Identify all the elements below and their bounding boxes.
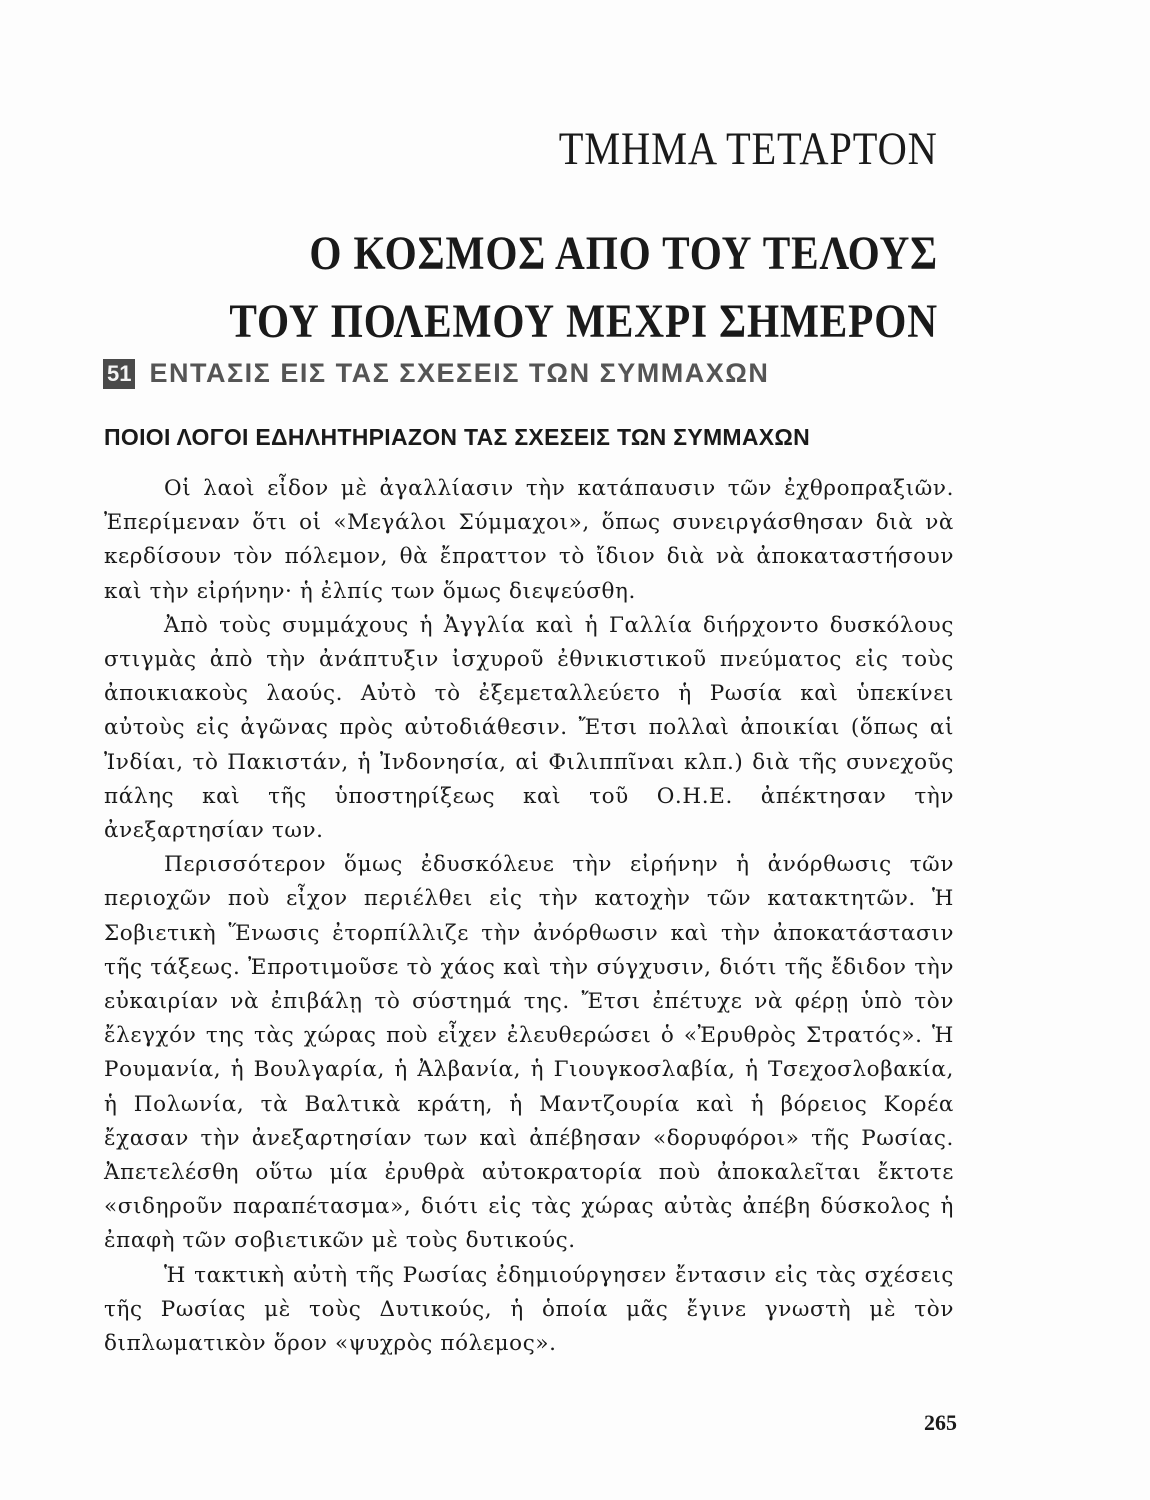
paragraph: Ἡ τακτικὴ αὐτὴ τῆς Ρωσίας ἐδημιούργησεν ἔντασιν εἰς τὰς σχέσεις τῆς Ρωσίας μὲ τοὺς Δυτικούς, ἡ ὁποία μᾶς ἔγινε γνωστὴ μὲ τὸν διπλωματικὸν ὅρον «ψυχρὸς πόλεμος». <box>104 1262 954 1357</box>
paragraph: Περισσότερον ὅμως ἐδυσκόλευε τὴν εἰρήνην ἡ ἀνόρθωσις τῶν περιοχῶν ποὺ εἶχον περιέλθει εἰς τὴν κατοχὴν τῶν κατακτητῶν. Ἡ Σοβιετικὴ Ἕνωσις ἐτορπίλλιζε τὴν ἀνόρθωσιν καὶ τὴν ἀποκατάστασιν τῆς τάξεως. Ἐπροτιμοῦσε τὸ χάος καὶ τὴν σύγχυσιν, διότι τῆς ἔδιδον τὴν εὐκαιρίαν νὰ ἐπιβάλῃ τὸ σύστημά της. Ἔτσι ἐπέτυχε νὰ φέρῃ ὑπὸ τὸν ἔλεγχόν της τὰς χώρας ποὺ εἶχεν ἐλευθερώσει ὁ «Ἐρυθρὸς Στρατός». Ἡ Ρουμανία, ἡ Βουλγαρία, ἡ Ἀλβανία, ἡ Γιουγκοσλαβία, ἡ Τσεχοσλοβακία, ἡ Πολωνία, τὰ Βαλτικὰ κράτη, ἡ Μαντζουρία καὶ ἡ βόρειος Κορέα ἔχασαν τὴν ἀνεξαρτησίαν των καὶ ἀπέβησαν «δορυφόροι» τῆς Ρωσίας. Ἀπετελέσθη οὕτω μία ἐρυθρὰ αὐτοκρατορία ποὺ ἀποκαλεῖται ἔκτοτε «σιδηροῦν παραπέτασμα», διότι εἰς τὰς χώρας αὐτὰς ἀπέβη δύσκολος ἡ ἐπαφὴ τῶν σοβιετικῶν μὲ τοὺς δυτικούς. <box>104 852 954 1254</box>
page-number: 265 <box>924 1410 957 1435</box>
paragraph: Οἱ λαοὶ εἶδον μὲ ἀγαλλίασιν τὴν κατάπαυσιν τῶν ἐχθροπραξιῶν. Ἐπερίμεναν ὅτι οἱ «Μεγάλοι Σύμμαχοι», ὅπως συνειργάσθησαν διὰ νὰ κερδίσουν τὸν πόλεμον, θὰ ἔπραττον τὸ ἴδιον διὰ νὰ ἀποκαταστήσουν καὶ τὴν εἰρήνην· ἡ ἐλπίς των ὅμως διεψεύσθη. <box>104 476 954 604</box>
body-text <box>104 472 954 1361</box>
main-title-line-1: Ο ΚΟΣΜΟΣ ΑΠΟ ΤΟΥ ΤΕΛΟΥΣ <box>309 227 938 280</box>
chapter-header <box>103 358 769 389</box>
paragraph: Ἀπὸ τοὺς συμμάχους ἡ Ἀγγλία καὶ ἡ Γαλλία διήρχοντο δυσκόλους στιγμὰς ἀπὸ τὴν ἀνάπτυξιν ἰσχυροῦ ἐθνικιστικοῦ πνεύματος εἰς τοὺς ἀποικιακοὺς λαούς. Αὐτὸ τὸ ἐξεμεταλλεύετο ἡ Ρωσία καὶ ὑπεκίνει αὐτοὺς εἰς ἀγῶνας πρὸς αὐτοδιάθεσιν. Ἔτσι πολλαὶ ἀποικίαι (ὅπως αἱ Ἰνδίαι, τὸ Πακιστάν, ἡ Ἰνδονησία, αἱ Φιλιππῖναι κλπ.) διὰ τῆς συνεχοῦς πάλης καὶ τῆς ὑποστηρίξεως καὶ τοῦ Ο.Η.Ε. ἀπέκτησαν τὴν ἀνεξαρτησίαν των. <box>104 612 954 844</box>
chapter-number-badge: 51 <box>103 359 135 389</box>
section-heading: ΠΟΙΟΙ ΛΟΓΟΙ ΕΔΗΛΗΤΗΡΙΑΖΟΝ ΤΑΣ ΣΧΕΣΕΙΣ ΤΩΝ ΣΥΜΜΑΧΩΝ <box>104 424 811 450</box>
main-title-line-2: ΤΟΥ ΠΟΛΕΜΟΥ ΜΕΧΡΙ ΣΗΜΕΡΟΝ <box>229 295 938 348</box>
chapter-title: ΕΝΤΑΣΙΣ ΕΙΣ ΤΑΣ ΣΧΕΣΕΙΣ ΤΩΝ ΣΥΜΜΑΧΩΝ <box>149 358 770 388</box>
part-title: ΤΜΗΜΑ ΤΕΤΑΡΤΟΝ <box>559 123 938 175</box>
